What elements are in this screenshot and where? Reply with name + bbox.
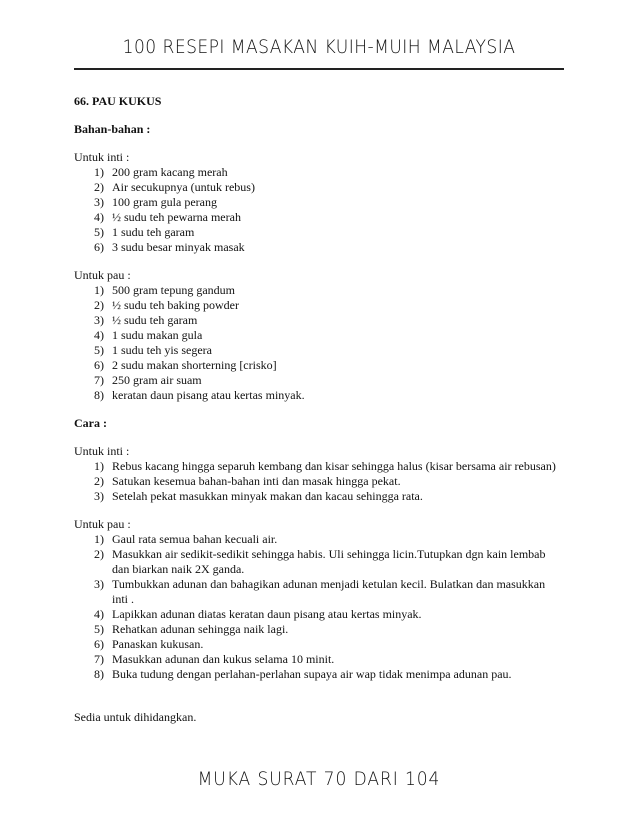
list-item: [74, 577, 564, 607]
list-item: [74, 195, 564, 210]
list-item-number: 7): [94, 652, 104, 666]
list-item: [74, 165, 564, 180]
list-item-text: 250 gram air suam: [112, 373, 202, 387]
list-item: [74, 210, 564, 225]
list-item-number: 1): [94, 532, 104, 546]
list-item-text: 2 sudu makan shorterning [crisko]: [112, 358, 277, 372]
method-inti-label: Untuk inti :: [74, 444, 130, 458]
list-item-number: 8): [94, 388, 104, 402]
list-item-number: 6): [94, 240, 104, 254]
list-item-text: Gaul rata semua bahan kecuali air.: [112, 532, 278, 546]
list-item-text: Lapikkan adunan diatas keratan daun pisang atau kertas minyak.: [112, 607, 422, 621]
method-inti-list: [74, 459, 564, 504]
list-item: [74, 328, 564, 343]
list-item-text: 3 sudu besar minyak masak: [112, 240, 245, 254]
list-item-number: 4): [94, 210, 104, 224]
list-item-number: 4): [94, 607, 104, 621]
ingredients-inti-list: [74, 165, 564, 255]
list-item-text: Rebus kacang hingga separuh kembang dan kisar sehingga halus (kisar bersama air rebusan): [112, 459, 556, 473]
header-divider: [74, 68, 564, 70]
list-item-number: 1): [94, 165, 104, 179]
list-item-number: 6): [94, 637, 104, 651]
list-item: [74, 343, 564, 358]
list-item-number: 2): [94, 180, 104, 194]
list-item-text: 500 gram tepung gandum: [112, 283, 235, 297]
recipe-title: 66. PAU KUKUS: [74, 94, 162, 108]
list-item-number: 2): [94, 547, 104, 561]
list-item-text: Setelah pekat masukkan minyak makan dan kacau sehingga rata.: [112, 489, 423, 503]
list-item-number: 3): [94, 489, 104, 503]
list-item-text: 200 gram kacang merah: [112, 165, 228, 179]
list-item-number: 1): [94, 459, 104, 473]
list-item-number: 7): [94, 373, 104, 387]
closing-note: Sedia untuk dihidangkan.: [74, 710, 197, 724]
method-heading: Cara :: [74, 416, 107, 430]
page-footer: MUKA SURAT 70 DARI 104: [197, 768, 441, 790]
list-item: [74, 489, 564, 504]
list-item-number: 5): [94, 343, 104, 357]
list-item: [74, 373, 564, 388]
list-item: [74, 474, 564, 489]
list-item-number: 3): [94, 577, 104, 591]
list-item: [74, 240, 564, 255]
list-item: [74, 459, 564, 474]
list-item: [74, 358, 564, 373]
list-item: [74, 298, 564, 313]
method-pau-list: [74, 532, 564, 682]
list-item-text: 1 sudu teh garam: [112, 225, 195, 239]
list-item-text: ½ sudu teh baking powder: [112, 298, 239, 312]
list-item-number: 6): [94, 358, 104, 372]
list-item-text: Air secukupnya (untuk rebus): [112, 180, 255, 194]
list-item-text: 1 sudu makan gula: [112, 328, 203, 342]
list-item-text: 100 gram gula perang: [112, 195, 217, 209]
list-item-number: 3): [94, 313, 104, 327]
list-item-text: Tumbukkan adunan dan bahagikan adunan menjadi ketulan kecil. Bulatkan dan masukkan inti .: [112, 577, 546, 606]
list-item: [74, 622, 564, 637]
list-item: [74, 388, 564, 403]
list-item-text: 1 sudu teh yis segera: [112, 343, 212, 357]
list-item: [74, 283, 564, 298]
list-item: [74, 313, 564, 328]
list-item: [74, 225, 564, 240]
list-item-text: Satukan kesemua bahan-bahan inti dan masak hingga pekat.: [112, 474, 401, 488]
ingredients-pau-list: [74, 283, 564, 403]
list-item-number: 5): [94, 225, 104, 239]
list-item-number: 2): [94, 474, 104, 488]
list-item: [74, 180, 564, 195]
page-header: 100 RESEPI MASAKAN KUIH-MUIH MALAYSIA: [122, 36, 516, 58]
list-item: [74, 547, 564, 577]
list-item-number: 3): [94, 195, 104, 209]
list-item-number: 1): [94, 283, 104, 297]
list-item-text: Panaskan kukusan.: [112, 637, 204, 651]
list-item-number: 5): [94, 622, 104, 636]
ingredients-inti-label: Untuk inti :: [74, 150, 130, 164]
list-item-text: keratan daun pisang atau kertas minyak.: [112, 388, 305, 402]
list-item: [74, 607, 564, 622]
list-item-text: Masukkan adunan dan kukus selama 10 minit.: [112, 652, 335, 666]
recipe-content: [74, 94, 564, 725]
list-item-text: Masukkan air sedikit-sedikit sehingga habis. Uli sehingga licin.Tutupkan dgn kain lembab dan biarkan naik 2X ganda.: [112, 547, 546, 576]
list-item: [74, 532, 564, 547]
list-item: [74, 667, 564, 682]
list-item-text: ½ sudu teh pewarna merah: [112, 210, 241, 224]
list-item-number: 4): [94, 328, 104, 342]
list-item: [74, 652, 564, 667]
ingredients-heading: Bahan-bahan :: [74, 122, 151, 136]
list-item-text: Rehatkan adunan sehingga naik lagi.: [112, 622, 289, 636]
list-item-number: 8): [94, 667, 104, 681]
list-item-text: Buka tudung dengan perlahan-perlahan supaya air wap tidak menimpa adunan pau.: [112, 667, 512, 681]
list-item-number: 2): [94, 298, 104, 312]
method-pau-label: Untuk pau :: [74, 517, 131, 531]
list-item: [74, 637, 564, 652]
ingredients-pau-label: Untuk pau :: [74, 268, 131, 282]
list-item-text: ½ sudu teh garam: [112, 313, 198, 327]
